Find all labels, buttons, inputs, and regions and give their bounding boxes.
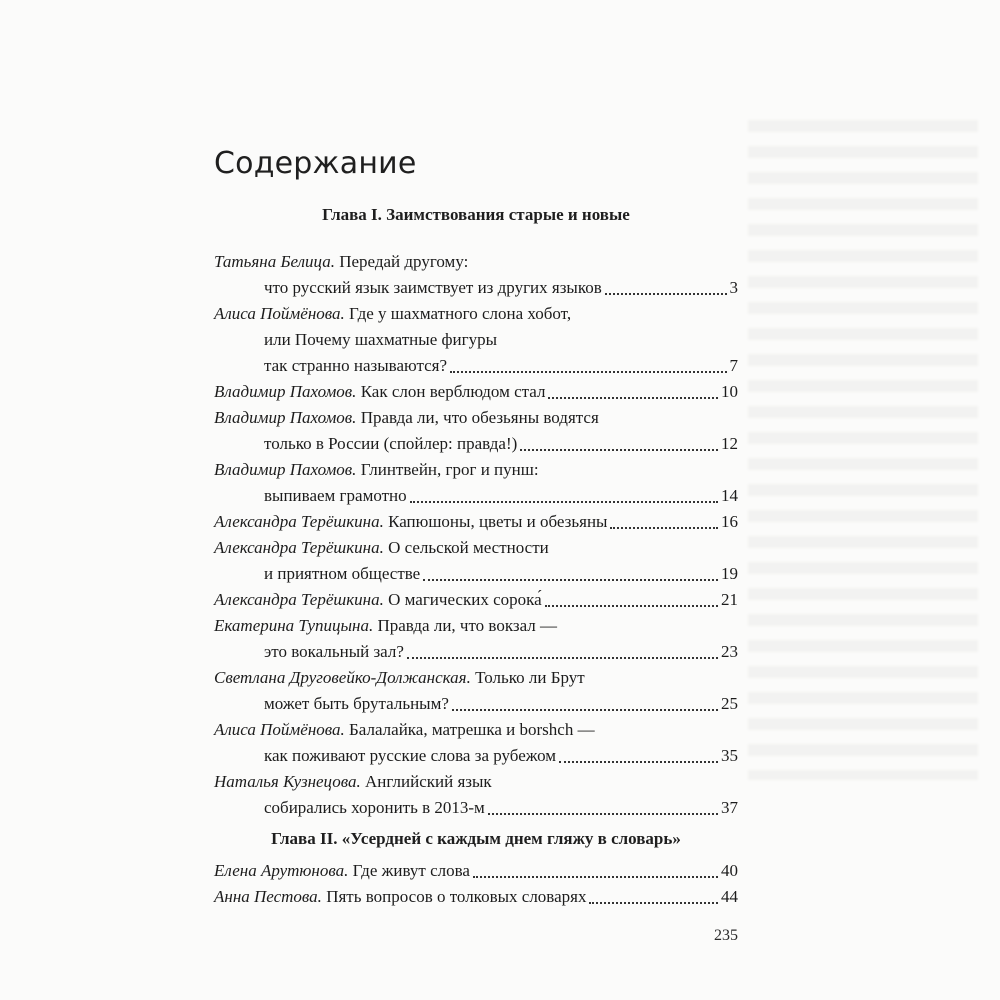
dot-leader [473,876,718,878]
toc-title: выпиваем грамотно [264,486,407,505]
toc-line [214,250,738,274]
dot-leader [545,605,718,607]
toc-line [214,614,738,638]
toc-line [264,562,738,586]
toc-author: Александра Терёшкина. [214,538,384,557]
toc-author: Наталья Кузнецова. [214,772,361,791]
toc-title: собирались хоронить в 2013-м [264,798,485,817]
dot-leader [559,761,718,763]
dot-leader [520,449,718,451]
page-number: 235 [714,927,738,944]
toc-title: Правда ли, что вокзал — [373,616,558,635]
toc-author: Александра Терёшкина. [214,590,384,609]
dot-leader [407,657,718,659]
bleed-through-shadow [748,120,978,780]
toc-line [214,588,738,612]
toc-page-number: 12 [721,434,738,453]
dot-leader [450,371,726,373]
toc-title: Только ли Брут [470,668,585,687]
dot-leader [548,397,718,399]
toc-line [214,406,738,430]
toc-line [214,380,738,404]
toc-author: Александра Терёшкина. [214,512,384,531]
toc-title: Английский язык [360,772,492,791]
dot-leader [610,527,718,529]
chapter-2-heading: Глава II. «Усердней с каждым днем гляжу в словарь» [271,829,681,848]
toc-title: так странно называются? [264,356,448,375]
toc-title: Передай другому: [334,252,469,271]
toc-line [264,744,738,768]
toc-author: Владимир Пахомов. [214,460,357,479]
toc-line [214,718,738,742]
toc-title: Капюшоны, цветы и обезьяны [383,512,608,531]
toc-author: Татьяна Белица. [214,252,335,271]
toc-page-number: 19 [721,564,738,583]
toc-title: это вокальный зал? [264,642,404,661]
toc-title: Где живут слова [348,861,470,880]
toc-line [214,859,738,883]
dot-leader [488,813,718,815]
toc-title: Глинтвейн, грог и пунш: [356,460,539,479]
toc-page-number: 23 [721,642,738,661]
toc-title: Как слон верблюдом стал [356,382,546,401]
toc-line [264,640,738,664]
dot-leader [589,902,718,904]
dot-leader [605,293,727,295]
dot-leader [452,709,718,711]
dot-leader [423,579,718,581]
toc-title: что русский язык заимствует из других языков [264,278,602,297]
page-title: Содержание [214,146,417,181]
toc-line [214,302,738,326]
toc-title: и приятном обществе [264,564,421,583]
dot-leader [410,501,718,503]
toc-title: Где у шахматного слона хобот, [344,304,572,323]
toc-author: Алиса Поймёнова. [214,720,345,739]
toc-page-number: 16 [721,512,738,531]
toc-page-number: 3 [729,278,738,297]
toc-line [264,432,738,456]
toc-line [214,458,738,482]
toc-line [264,328,738,352]
toc-line [264,484,738,508]
toc-author: Екатерина Тупицына. [214,616,374,635]
toc-page-number: 40 [721,861,738,880]
toc-title: Балалайка, матрешка и borshch — [344,720,595,739]
toc-page-number: 7 [729,356,738,375]
toc-title: только в России (спойлер: правда!) [264,434,518,453]
toc-author: Елена Арутюнова. [214,861,349,880]
toc-title: Правда ли, что обезьяны водятся [356,408,599,427]
toc-title: О сельской местности [383,538,549,557]
toc-page-number: 21 [721,590,738,609]
toc-title: О магических сорока́ [383,590,542,609]
toc-line [214,666,738,690]
toc-author: Владимир Пахомов. [214,408,357,427]
toc-author: Владимир Пахомов. [214,382,357,401]
toc-author: Анна Пестова. [214,887,322,906]
toc-page-number: 35 [721,746,738,765]
toc-title: или Почему шахматные фигуры [264,330,498,349]
toc-page-number: 44 [721,887,738,906]
toc-title: может быть брутальным? [264,694,449,713]
toc-author: Алиса Поймёнова. [214,304,345,323]
toc-title: Пять вопросов о толковых словарях [321,887,587,906]
toc-line [264,276,738,300]
toc-page-number: 10 [721,382,738,401]
chapter-1-heading: Глава I. Заимствования старые и новые [322,205,630,224]
toc-page-number: 14 [721,486,738,505]
toc-line [214,770,738,794]
toc-line [264,354,738,378]
toc-page-number: 37 [721,798,738,817]
toc-line [214,885,738,909]
toc-page-number: 25 [721,694,738,713]
toc-title: как поживают русские слова за рубежом [264,746,557,765]
toc-line [264,692,738,716]
toc-line [214,510,738,534]
toc-author: Светлана Друговейко-Должанская. [214,668,471,687]
toc-line [214,536,738,560]
toc-line [264,796,738,820]
